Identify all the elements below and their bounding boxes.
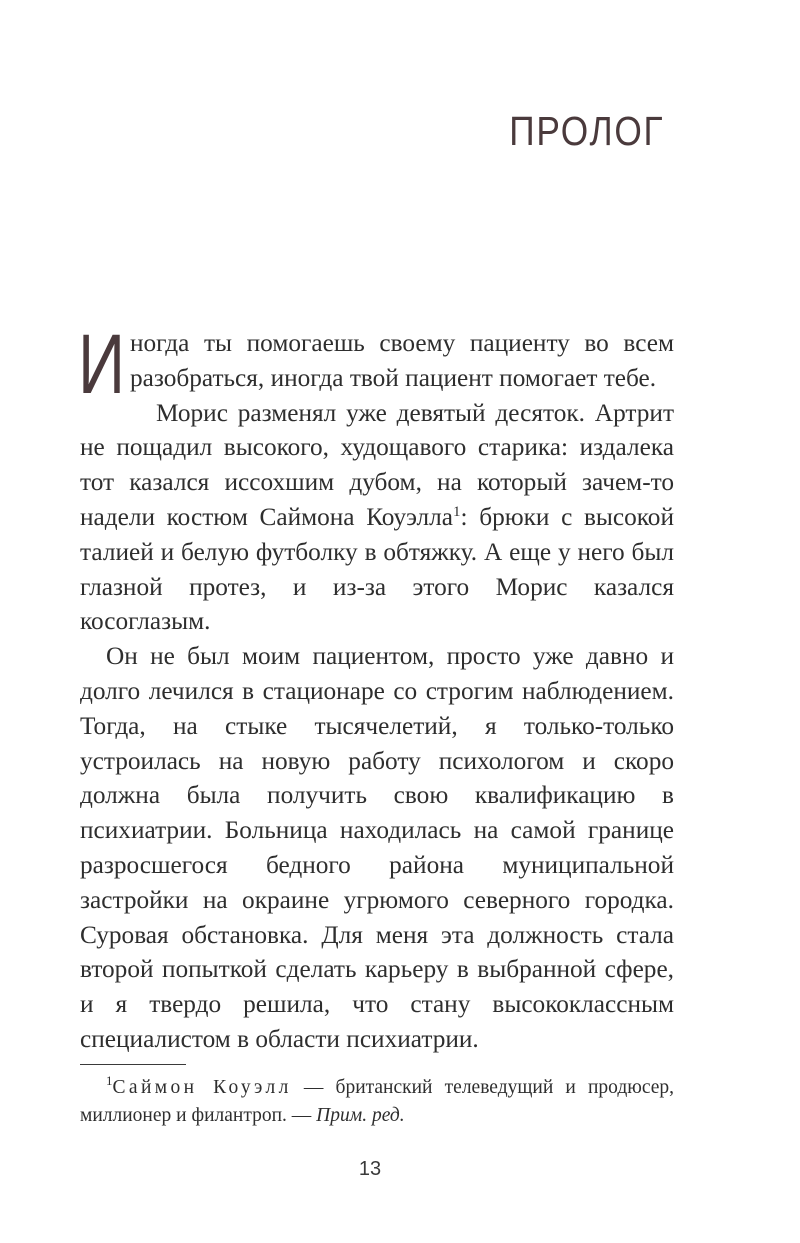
footnote-divider [80, 1064, 186, 1065]
footnote-editor-note: Прим. ред. [316, 1105, 405, 1126]
paragraph-1 [78, 317, 674, 411]
paragraph-2-text-a: Морис разменял уже девятый десяток. Артрит не пощадил высокого, худощавого старика: издалека тот казался иссохшим дубом, на который зачем-то надели костюм Саймона Коуэлла [80, 398, 674, 531]
paragraph-2 [80, 396, 674, 640]
footnote-name: Саймон Коуэлл [112, 1077, 292, 1098]
footnote-reference: 1 [453, 503, 461, 520]
paragraph-3 [80, 639, 674, 1057]
footnote [80, 1074, 674, 1130]
footnote-text: — британский телеведущий и продюсер, миллионер и филантроп. — [80, 1077, 675, 1126]
footnote-marker: 1 [106, 1073, 113, 1088]
paragraph-1-text: ногда ты помогаешь своему пациенту во всем разобраться, иногда твой пациент помогает тебе. [130, 329, 674, 392]
drop-cap: И [78, 317, 126, 411]
paragraph-2-text-b: : брюки с высокой талией и белую футболку в обтяжку. А еще у него был глазной протез, и из-за этого Морис казался косоглазым. [80, 502, 674, 636]
page-number: 13 [358, 1158, 382, 1180]
paragraph-3-text: Он не был моим пациентом, просто уже давно и долго лечился в стационаре со строгим наблюдением. Тогда, на стыке тысячелетий, я только-только устроилась на новую работу психологом и скоро должна была получить свою квалификацию в психиатрии. Больница находилась на самой границе разросшегося бедного района муниципальной застройки на окраине угрюмого северного городка. Суровая обстановка. Для меня эта должность стала второй попыткой сделать карьеру в выбранной сфере, и я твердо решила, что стану высококлассным специалистом в области психиатрии. [80, 642, 674, 1053]
body-text [78, 317, 674, 1057]
chapter-title: ПРОЛОГ [508, 108, 664, 154]
